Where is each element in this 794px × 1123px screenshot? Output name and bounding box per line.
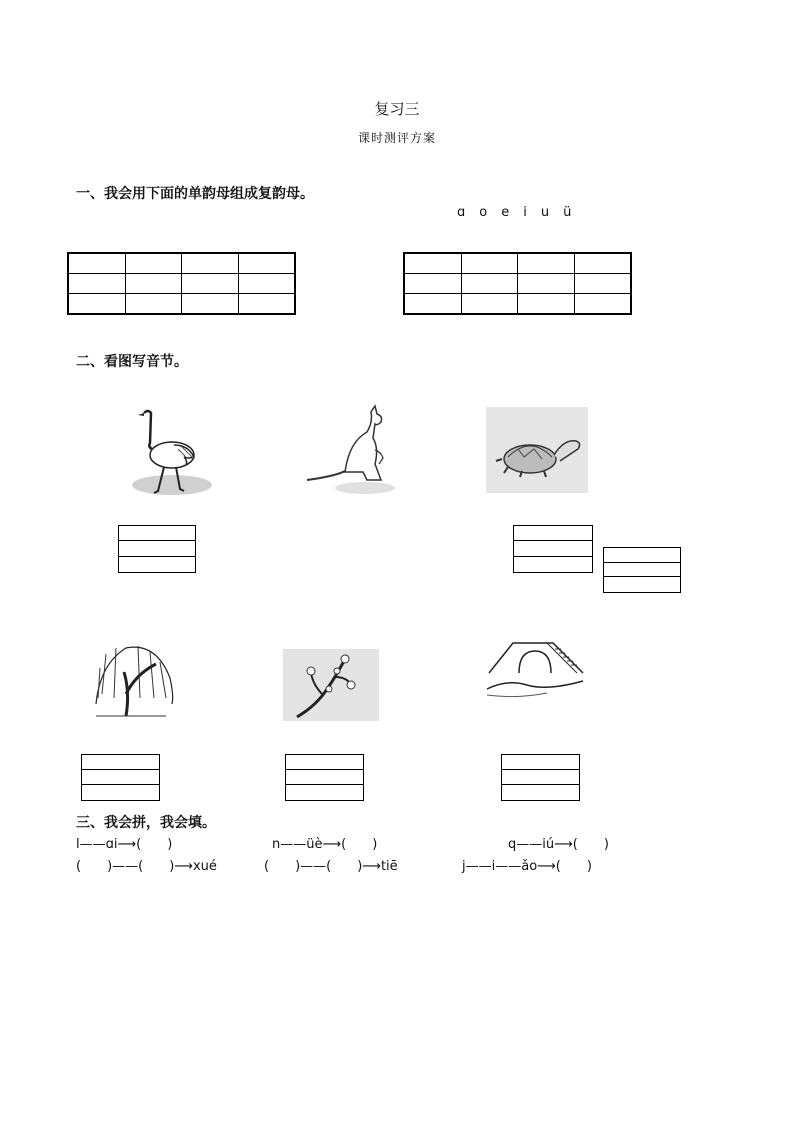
grid-cell[interactable] [238,274,295,294]
answer-blank[interactable]: ( ) [555,859,592,874]
willow-tree-icon [86,634,178,718]
syllable-box-bridge[interactable] [501,754,580,801]
vowel-u: u [540,205,550,220]
grid-cell[interactable] [405,274,462,294]
syllable-box-turtle[interactable] [513,525,593,573]
grid-cell[interactable] [405,294,462,314]
answer-blank[interactable]: ( )——( ) [264,859,363,874]
answer-grid-left [68,253,295,314]
grid-cell[interactable] [182,294,239,314]
grid-cell[interactable] [125,294,182,314]
grid-cell[interactable] [574,274,631,294]
answer-blank[interactable]: ( ) [572,837,609,852]
arrow-icon: ⟶ [537,859,556,874]
grid-cell[interactable] [125,274,182,294]
turtle-icon [486,407,588,493]
grid-cell[interactable] [461,274,518,294]
vowel-a: ɑ [457,205,466,220]
grid-cell[interactable] [69,274,126,294]
spell-item-2 [272,833,377,852]
spell-result: tiē [380,859,398,874]
ostrich-icon [124,405,214,497]
answer-blank[interactable]: ( ) [341,837,378,852]
section1-heading: 一、我会用下面的单韵母组成复韵母。 [76,186,314,202]
grid-cell[interactable] [182,274,239,294]
grid-cell[interactable] [405,254,462,274]
spell-parts: n——üè [272,837,323,852]
syllable-box-ostrich[interactable] [118,525,196,573]
plum-branch-icon [283,649,379,721]
grid-cell[interactable] [574,254,631,274]
arrow-icon: ⟶ [174,859,193,874]
spell-parts: j——i——ǎo [462,859,538,874]
grid-cell[interactable] [461,254,518,274]
page-subtitle: 课时测评方案 [357,131,436,145]
syllable-box-willow[interactable] [81,754,160,801]
section2-heading: 二、看图写音节。 [76,354,188,370]
grid-cell[interactable] [69,254,126,274]
spell-item-5 [264,855,398,874]
grid-cell[interactable] [461,294,518,314]
spell-item-4 [76,855,217,874]
arrow-icon: ⟶ [362,859,381,874]
vowel-v: ü [563,205,572,220]
answer-blank[interactable]: ( ) [136,837,173,852]
vowel-i: i [523,205,527,220]
spell-item-1 [76,833,172,852]
spell-item-3 [508,833,609,852]
grid-cell[interactable] [238,294,295,314]
syllable-box-plum[interactable] [285,754,364,801]
spell-result: xué [192,859,217,874]
kangaroo-icon [305,400,397,496]
page-title: 复习三 [374,100,420,118]
arrow-icon: ⟶ [322,837,342,852]
grid-cell[interactable] [518,294,575,314]
grid-cell[interactable] [182,254,239,274]
grid-cell[interactable] [518,254,575,274]
spell-parts: q——iú [508,837,555,852]
grid-cell[interactable] [238,254,295,274]
vowel-list [457,205,585,220]
grid-cell[interactable] [574,294,631,314]
section3-heading: 三、我会拼，我会填。 [76,815,216,831]
spell-item-6 [462,855,592,874]
spell-parts: l——ɑi [76,837,118,852]
bridge-icon [485,617,587,703]
arrow-icon: ⟶ [554,837,573,852]
grid-cell[interactable] [69,294,126,314]
answer-blank[interactable]: ( )——( ) [76,859,175,874]
vowel-o: o [479,205,488,220]
grid-cell[interactable] [125,254,182,274]
grid-cell[interactable] [518,274,575,294]
vowel-e: e [501,205,510,220]
arrow-icon: ⟶ [117,837,137,852]
answer-grid-right [404,253,631,314]
syllable-box-turtle-2[interactable] [603,547,681,593]
